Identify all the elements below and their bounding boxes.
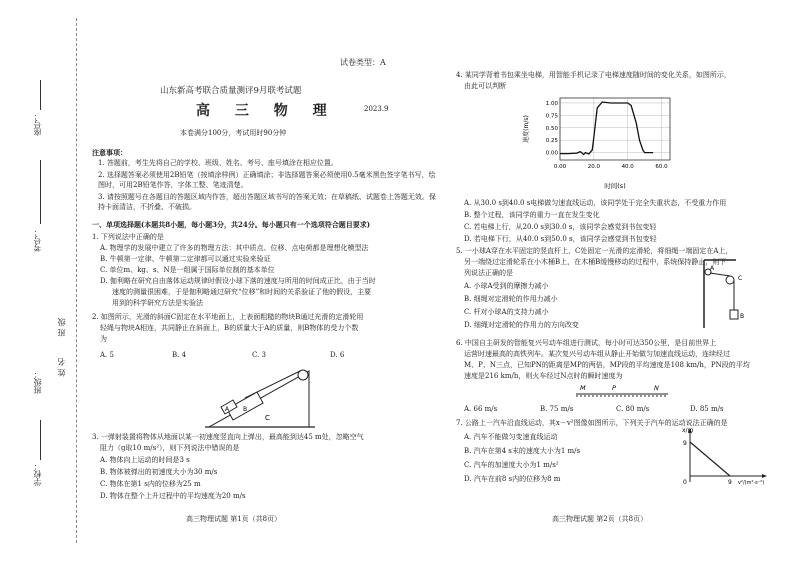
q1-option-d-line1: D. 伽利略在研究自由落体运动规律时假设小球下落的速度与所用的时间成正比，由于当时 xyxy=(100,277,376,285)
label-b: B xyxy=(243,406,248,413)
y-tick-label: 0.25 xyxy=(545,138,558,145)
q7-option-a: A. 汽车不能做匀变速直线运动 xyxy=(464,433,558,441)
label-c: C xyxy=(738,275,743,282)
point-m: M xyxy=(580,384,586,392)
y-tick-labels xyxy=(546,101,559,157)
q7-option-d: D. 汽车在前8 s内的位移为8 m xyxy=(464,475,561,483)
point-n: N xyxy=(654,384,659,392)
q1-option-c: C. 单位m、kg、s、N是一组属于国际单位制的基本单位 xyxy=(100,266,275,274)
q2-option-b: B. 4 xyxy=(172,351,187,359)
q2-line2: 轻绳与物块A相连，共同静止在斜面上，B的质量大于A的质量，则B物体的受力个数 xyxy=(100,324,359,332)
subject-title: 高 三 物 理 xyxy=(196,103,337,119)
x-tick-label: 40.0 xyxy=(621,164,634,170)
q5-option-d: D. 细绳对定滑轮的作用力的方向改变 xyxy=(464,321,579,329)
score-time: 本卷满分100分，考试用时90分钟 xyxy=(180,129,287,137)
q5-line3: 列说法正确的是 xyxy=(464,269,513,277)
q2-option-d: D. 6 xyxy=(330,351,345,359)
q2-incline-figure xyxy=(205,363,315,431)
name-label: 姓 名 xyxy=(57,358,66,377)
pulley-c xyxy=(726,276,734,284)
q4-line1: 4. 某同学背着书包乘坐电梯，用智能手机记录了电梯速度随时间的变化关系，如图所示， xyxy=(456,71,731,79)
q2-line3: 为 xyxy=(100,335,107,343)
school-label: 学校： xyxy=(33,462,42,486)
x-v2-line xyxy=(690,442,730,476)
q5-line2: 另一端绕过定滑轮系在小木桶B上，在木桶B缓慢移动的过程中，系统保持静止，则下 xyxy=(464,258,727,266)
q7-line1: 7. 公路上一汽车沿直线运动，其x－v²图像如图所示，下列关于汽车的运动说法正确的是 xyxy=(456,419,728,427)
q4-option-b: B. 整个过程，该同学的重力一直在发生变化 xyxy=(464,211,600,219)
q3-line2: 阻力（g取10 m/s²），则下列说法中错误的是 xyxy=(100,444,240,452)
q2-option-c: C. 3 xyxy=(252,351,267,359)
exam-no-label: 考号： xyxy=(33,228,42,252)
q7-option-c: C. 汽车的加速度大小为1 m/s² xyxy=(464,461,559,469)
y-tick-label: 1.00 xyxy=(545,100,558,107)
q6-option-c: C. 80 m/s xyxy=(616,405,650,413)
y-tick-label: 0.00 xyxy=(545,150,558,157)
q7-x-v2-graph xyxy=(668,426,780,488)
x-tick-label: 20.0 xyxy=(587,164,600,170)
exam-date: 2023.9 xyxy=(364,105,389,113)
x-tick-label: 0.00 xyxy=(553,164,567,170)
rope-segment-1 xyxy=(710,273,730,276)
plot-frame xyxy=(560,98,670,160)
q3-option-b: B. 物体被弹出的初速度大小为30 m/s xyxy=(100,468,218,476)
q4-option-c: C. 若电梯上行，从20.0 s到30.0 s，该同学会感觉到书包变轻 xyxy=(464,223,657,231)
rope xyxy=(245,371,300,398)
footer-page2: 高三物理试题 第2页（共8页） xyxy=(552,515,648,523)
notes-item-3: 3. 请按照题号在各题目的答题区域内作答，超出答题区域书写的答案无效；在草稿纸、试题卷上答题无效。保持卡面清洁，不折叠、不破损。 xyxy=(98,193,436,211)
section1-heading: 一、单项选择题(本题共8小题，每小题3分，共24分。每小题只有一个选项符合题目要求) xyxy=(92,220,371,229)
y-value-9: 9 xyxy=(683,440,687,447)
x-axis-arrow xyxy=(762,474,767,478)
q6-option-d: D. 85 m/s xyxy=(690,405,724,413)
q1-stem: 1. 下列说法中正确的是 xyxy=(92,233,164,241)
x-value-9: 9 xyxy=(728,479,732,486)
q5-option-a: A. 小球A受到的摩擦力减小 xyxy=(464,282,549,290)
q1-option-d-line2: 速度的测量很困难，于是伽利略通过研究“位移”和时间的关系验证了他的假设，主要 xyxy=(112,288,372,296)
q4-line2: 由此可以判断 xyxy=(464,82,506,90)
label-a: A xyxy=(225,406,230,413)
footer-page1: 高三物理试题 第1页（共8页） xyxy=(186,515,282,523)
notes-item-2: 2. 选择题答案必须使用2B铅笔（按填涂样例）正确填涂；非选择题答案必须使用0.5毫米黑色签字笔书写，绘图时，可用2B铅笔作答，字体工整、笔迹清楚。 xyxy=(98,171,436,189)
y-tick-label: 0.50 xyxy=(545,125,558,132)
q3-option-a: A. 物体向上运动的时间是3 s xyxy=(100,456,190,464)
x-tick-labels xyxy=(554,164,668,170)
bucket-b xyxy=(730,310,738,319)
q4-velocity-chart xyxy=(520,92,680,196)
y-axis-label: x/m xyxy=(682,427,694,434)
q2-line1: 2. 如图所示，光滑的斜面C固定在水平地面上，上表面粗糙的物块B通过光滑的定滑轮用 xyxy=(92,313,364,321)
q2-option-a: A. 5 xyxy=(100,351,114,359)
q5-pulley-figure xyxy=(700,258,750,330)
y-tick-label: 0.75 xyxy=(545,113,558,120)
seat-label: 座号： xyxy=(33,112,42,136)
q6-line1: 6. 中国自主研发的智能复兴号动车组进行测试，每小时可达350公里，是目前世界上 xyxy=(456,339,717,347)
q5-option-b: B. 细绳对定滑轮的作用力减小 xyxy=(464,295,558,303)
q5-line1: 5. 一小球A穿在水平固定的竖直杆上，C处固定一光滑的定滑轮，将细绳一端固定在A上， xyxy=(456,247,733,255)
exam-no-underline xyxy=(40,160,41,224)
label-a: A xyxy=(710,265,715,272)
label-b: B xyxy=(740,313,745,320)
q6-track-figure xyxy=(572,382,672,400)
seat-underline xyxy=(40,80,41,110)
q4-option-d: D. 若电梯下行，从40.0 s到50.0 s，该同学会感觉到书包变轻 xyxy=(464,235,657,243)
exam-name: 山东新高考联合质量测评9月联考试题 xyxy=(160,86,302,96)
q5-option-c: C. 杆对小球A的支持力减小 xyxy=(464,308,549,316)
q6-option-a: A. 66 m/s xyxy=(464,405,498,413)
x-axis-label: v²/(m²·s⁻²) xyxy=(738,480,765,486)
paper-type: 试卷类型：A xyxy=(340,58,386,67)
class-label: 班 级 xyxy=(57,318,66,337)
notes-heading: 注意事项： xyxy=(92,148,127,157)
binding-line xyxy=(76,18,77,543)
q1-option-a: A. 物理学的发展中建立了许多的物理方法：其中质点、位移、点电荷都是理想化模型法 xyxy=(100,244,369,252)
point-p: P xyxy=(612,384,616,392)
notes-item-1: 1. 答题前，考生先将自己的学校、班级、姓名、考号、座号填涂在相应位置。 xyxy=(98,159,338,167)
q4-option-a: A. 从30.0 s到40.0 s电梯做匀速直线运动，该同学处于完全失重状态，不受重力作用 xyxy=(464,199,727,207)
q6-line3: M、P、N三点，已知PN的距离是MP的两倍，MP段的平均速度是108 km/h，PN段的平均 xyxy=(464,361,750,369)
school-underline xyxy=(40,420,41,460)
origin-label: 0 xyxy=(683,479,687,486)
q1-option-d-line3: 用到的科学研究方法是实验法 xyxy=(112,299,203,307)
q3-option-c: C. 物体在第1 s内的位移为25 m xyxy=(100,480,201,488)
y-axis-label: 速度(m/s) xyxy=(523,115,530,143)
q3-line1: 3. 一弹射装置将物体从地面以某一初速度竖直向上弹出，最高能到达45 m处，忽略空气 xyxy=(92,433,364,441)
x-axis-label: 时间(s) xyxy=(604,182,626,190)
q7-option-b: B. 汽车在第4 s末的速度大小为1 m/s xyxy=(464,447,581,455)
grade-label: 班级： xyxy=(33,370,42,394)
q6-option-b: B. 75 m/s xyxy=(540,405,574,413)
q6-line2: 运营时速最高的高铁列车。某次复兴号动车组从静止开始做匀加速直线运动，连续经过 xyxy=(464,350,730,358)
q3-option-d: D. 物体在整个上升过程中的平均速度为20 m/s xyxy=(100,492,246,500)
label-c: C xyxy=(265,414,270,422)
chart-grid xyxy=(560,98,670,160)
q1-option-b: B. 牛顿第一定律、牛顿第二定律都可以通过实验来验证 xyxy=(100,255,271,263)
velocity-series-line xyxy=(560,102,653,155)
q6-line4: 速度是216 km/h，则火车经过N点时的瞬时速度为 xyxy=(464,372,623,380)
x-tick-label: 60.0 xyxy=(655,164,668,170)
